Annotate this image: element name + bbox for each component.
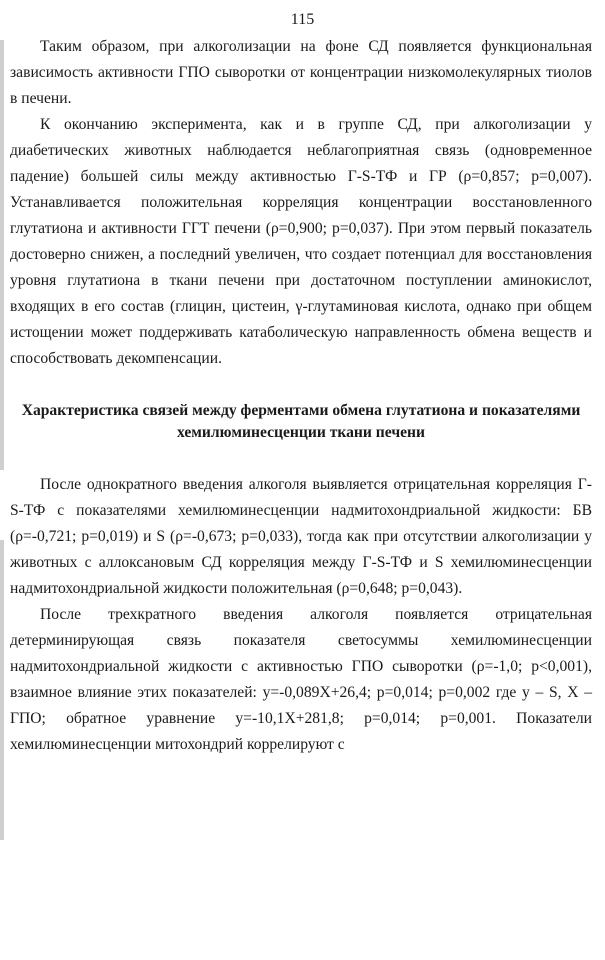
- paragraph: После однократного введения алкоголя выявляется отрицательная корреляция Г-S-ТФ с показателями хемилюминесценции надмитохондриальной жидкости: БВ (ρ=-0,721; p=0,019) и S (ρ=-0,673; p=0,033), тогда как при отсутствии алкоголизации у животных с аллоксановым СД корреляция между Г-S-ТФ и S хемилюминесценции надмитохондриальной жидкости положительная (ρ=0,648; p=0,043).: [10, 476, 592, 597]
- paragraph: После трехкратного введения алкоголя появляется отрицательная детерминирующая связь показателя светосуммы хемилюминесценции надмитохондриальной жидкости с активностью ГПО сыворотки (ρ=-1,0; p<0,001), взаимное влияние этих показателей: y=-0,089X+26,4; p=0,014; p=0,002 где y – S, X – ГПО; обратное уравнение y=-10,1X+281,8; p=0,014; p=0,001. Показатели хемилюминесценции митохондрий коррелируют с: [10, 606, 592, 753]
- document-body: [10, 34, 592, 758]
- section-heading: Характеристика связей между ферментами обмена глутатиона и показателями хемилюминесценции ткани печени: [21, 402, 581, 441]
- scan-edge-shadow: [0, 40, 4, 470]
- paragraph: К окончанию эксперимента, как и в группе СД, при алкоголизации у диабетических животных наблюдается неблагоприятная связь (одновременное падение) большей силы между активностью Г-S-ТФ и ГР (ρ=0,857; p=0,007). Устанавливается положительная корреляция концентрации восстановленного глутатиона и активности ГГТ печени (ρ=0,900; p=0,037). При этом первый показатель достоверно снижен, а последний увеличен, что создает потенциал для восстановления уровня глутатиона в ткани печени при достаточном поступлении аминокислот, входящих в его состав (глицин, цистеин, γ-глутаминовая кислота, однако при общем истощении может поддерживать катаболическую направленность обмена веществ и способствовать декомпенсации.: [10, 116, 592, 367]
- scan-edge-shadow: [0, 540, 4, 840]
- page-number: 115: [290, 11, 315, 28]
- paragraph: Таким образом, при алкоголизации на фоне СД появляется функциональная зависимость активности ГПО сыворотки от концентрации низкомолекулярных тиолов в печени.: [10, 38, 592, 107]
